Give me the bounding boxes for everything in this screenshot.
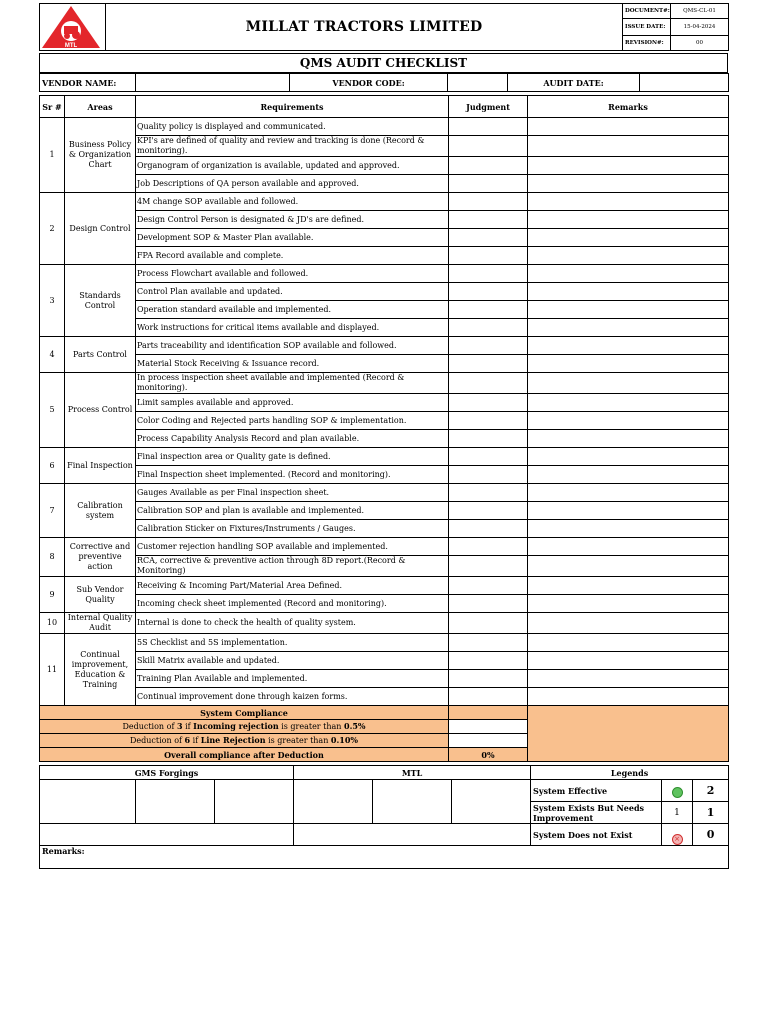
- company-name: MILLAT TRACTORS LIMITED: [106, 4, 623, 51]
- requirement-text: Customer rejection handling SOP available and implemented.: [136, 538, 449, 556]
- checklist-row: [40, 634, 729, 652]
- checklist-row: [40, 466, 729, 484]
- legend-score-needs-improvement: 1: [693, 802, 729, 824]
- mtl-label: MTL: [294, 766, 531, 780]
- section-area: Standards Control: [65, 265, 136, 337]
- judgment-cell[interactable]: [449, 502, 528, 520]
- requirement-text: In process inspection sheet available and implemented (Record & monitoring).: [136, 373, 449, 394]
- checklist-row: [40, 595, 729, 613]
- section-number: 5: [40, 373, 65, 448]
- checklist-row: [40, 613, 729, 634]
- remarks-cell[interactable]: [528, 136, 729, 157]
- remarks-cell[interactable]: [528, 229, 729, 247]
- checklist-row: [40, 412, 729, 430]
- header-table: [39, 3, 729, 51]
- remarks-cell[interactable]: [528, 373, 729, 394]
- section-number: 9: [40, 577, 65, 613]
- requirement-text: Operation standard available and implemented.: [136, 301, 449, 319]
- remarks-cell[interactable]: [528, 670, 729, 688]
- checklist-row: [40, 157, 729, 175]
- remarks-cell[interactable]: [528, 520, 729, 538]
- requirement-text: FPA Record available and complete.: [136, 247, 449, 265]
- legend-count-needs-improvement: 1: [662, 802, 693, 824]
- judgment-cell[interactable]: [449, 118, 528, 136]
- judgment-cell[interactable]: [449, 301, 528, 319]
- legend-label-needs-improvement: System Exists But Needs Improvement: [531, 802, 662, 824]
- section-area: Business Policy & Organization Chart: [65, 118, 136, 193]
- judgment-cell[interactable]: [449, 337, 528, 355]
- remarks-cell[interactable]: [528, 355, 729, 373]
- svg-text:MTL: MTL: [64, 43, 78, 49]
- requirement-text: Receiving & Incoming Part/Material Area Defined.: [136, 577, 449, 595]
- checklist-row: [40, 556, 729, 577]
- requirement-text: Final Inspection sheet implemented. (Record and monitoring).: [136, 466, 449, 484]
- section-area: Corrective and preventive action: [65, 538, 136, 577]
- section-area: Calibration system: [65, 484, 136, 538]
- judgment-cell[interactable]: [449, 613, 528, 634]
- remarks-cell[interactable]: [528, 211, 729, 229]
- checklist-row: [40, 430, 729, 448]
- section-area: Sub Vendor Quality: [65, 577, 136, 613]
- legend-score-not-exist: 0: [693, 824, 729, 846]
- judgment-cell[interactable]: [449, 175, 528, 193]
- remarks-cell[interactable]: [528, 301, 729, 319]
- checklist-row: [40, 652, 729, 670]
- requirement-text: Calibration SOP and plan is available and implemented.: [136, 502, 449, 520]
- revision-value: 00: [671, 35, 729, 50]
- section-area: Internal Quality Audit: [65, 613, 136, 634]
- remarks-cell[interactable]: [528, 337, 729, 355]
- checklist-row: [40, 247, 729, 265]
- requirement-text: Design Control Person is designated & JD's are defined.: [136, 211, 449, 229]
- revision-label: REVISION#:: [623, 35, 671, 50]
- remarks-cell[interactable]: [528, 430, 729, 448]
- document-number-value: QMS-CL-01: [671, 4, 729, 19]
- audit-date-label: AUDIT DATE:: [508, 74, 640, 92]
- remarks-label: Remarks:: [42, 846, 85, 856]
- remarks-cell[interactable]: [528, 652, 729, 670]
- checklist-row: [40, 577, 729, 595]
- judgment-cell[interactable]: [449, 373, 528, 394]
- remarks-cell[interactable]: [528, 502, 729, 520]
- vendor-name-label: VENDOR NAME:: [40, 74, 136, 92]
- judgment-cell[interactable]: [449, 136, 528, 157]
- company-logo: [40, 4, 106, 51]
- section-area: Design Control: [65, 193, 136, 265]
- judgment-cell[interactable]: [449, 556, 528, 577]
- mtl-sign-row-3[interactable]: [294, 824, 531, 846]
- overall-compliance-value: 0%: [449, 748, 528, 762]
- vendor-code-label: VENDOR CODE:: [290, 74, 448, 92]
- checklist-title: QMS AUDIT CHECKLIST: [40, 54, 728, 73]
- compliance-section: [40, 706, 729, 762]
- remarks-cell[interactable]: [528, 175, 729, 193]
- requirement-text: Organogram of organization is available, updated and approved.: [136, 157, 449, 175]
- col-header-judgment: Judgment: [449, 96, 528, 118]
- incoming-rejection-deduction: Deduction of 3 if Incoming rejection is greater than 0.5%: [40, 720, 449, 734]
- remarks-cell[interactable]: [528, 634, 729, 652]
- requirement-text: Limit samples available and approved.: [136, 394, 449, 412]
- judgment-cell[interactable]: [449, 394, 528, 412]
- remarks-cell[interactable]: [528, 394, 729, 412]
- checklist-sheet: [39, 3, 728, 869]
- remarks-cell[interactable]: [528, 484, 729, 502]
- remarks-cell[interactable]: [528, 556, 729, 577]
- checklist-row: [40, 229, 729, 247]
- requirement-text: Final inspection area or Quality gate is defined.: [136, 448, 449, 466]
- requirement-text: Incoming check sheet implemented (Record and monitoring).: [136, 595, 449, 613]
- judgment-cell[interactable]: [449, 484, 528, 502]
- requirement-text: RCA, corrective & preventive action through 8D report.(Record & Monitoring): [136, 556, 449, 577]
- vendor-code-field[interactable]: [448, 74, 508, 92]
- section-number: 4: [40, 337, 65, 373]
- section-area: Continual improvement, Education & Training: [65, 634, 136, 706]
- checklist-row: [40, 484, 729, 502]
- vendor-table: [39, 73, 729, 92]
- section-area: Parts Control: [65, 337, 136, 373]
- legends-label: Legends: [531, 766, 729, 780]
- judgment-cell[interactable]: [449, 193, 528, 211]
- requirement-text: Color Coding and Rejected parts handling SOP & implementation.: [136, 412, 449, 430]
- mtl-logo-icon: [40, 4, 102, 50]
- judgment-cell[interactable]: [449, 265, 528, 283]
- gms-forgings-label: GMS Forgings: [40, 766, 294, 780]
- checklist-row: [40, 283, 729, 301]
- requirement-text: Job Descriptions of QA person available and approved.: [136, 175, 449, 193]
- requirement-text: Process Flowchart available and followed.: [136, 265, 449, 283]
- judgment-cell[interactable]: [449, 466, 528, 484]
- judgment-cell[interactable]: [449, 319, 528, 337]
- audit-checklist-table: [39, 95, 729, 762]
- col-header-areas: Areas: [65, 96, 136, 118]
- gms-sign-row-3[interactable]: [40, 824, 294, 846]
- remarks-cell[interactable]: [528, 247, 729, 265]
- remarks-cell[interactable]: [528, 688, 729, 706]
- judgment-cell[interactable]: [449, 355, 528, 373]
- checklist-row: [40, 337, 729, 355]
- requirement-text: Work instructions for critical items available and displayed.: [136, 319, 449, 337]
- col-header-requirements: Requirements: [136, 96, 449, 118]
- signoff-table: [39, 765, 729, 869]
- col-header-sr: Sr #: [40, 96, 65, 118]
- title-table: [39, 53, 728, 73]
- section-number: 1: [40, 118, 65, 193]
- checklist-row: [40, 502, 729, 520]
- mtl-sign-2[interactable]: [373, 780, 452, 824]
- legend-marker-not-exist: [662, 824, 693, 846]
- line-rejection-deduction: Deduction of 6 if Line Rejection is greater than 0.10%: [40, 734, 449, 748]
- remarks-cell[interactable]: [528, 613, 729, 634]
- section-area: Final Inspection: [65, 448, 136, 484]
- requirement-text: Development SOP & Master Plan available.: [136, 229, 449, 247]
- requirement-text: 4M change SOP available and followed.: [136, 193, 449, 211]
- green-circle-icon: [672, 787, 683, 798]
- issue-date-label: ISSUE DATE:: [623, 19, 671, 35]
- audit-date-field[interactable]: [640, 74, 729, 92]
- judgment-cell[interactable]: [449, 412, 528, 430]
- requirement-text: Parts traceability and identification SOP available and followed.: [136, 337, 449, 355]
- checklist-row: [40, 394, 729, 412]
- remarks-cell[interactable]: [528, 157, 729, 175]
- judgment-cell[interactable]: [449, 595, 528, 613]
- section-number: 2: [40, 193, 65, 265]
- incoming-rejection-field[interactable]: [449, 720, 528, 734]
- checklist-row: [40, 355, 729, 373]
- compliance-remarks-cell: [528, 706, 729, 762]
- requirement-text: Quality policy is displayed and communicated.: [136, 118, 449, 136]
- checklist-row: [40, 136, 729, 157]
- system-compliance-label: System Compliance: [40, 706, 449, 720]
- judgment-cell[interactable]: [449, 652, 528, 670]
- section-area: Process Control: [65, 373, 136, 448]
- requirement-text: Internal is done to check the health of quality system.: [136, 613, 449, 634]
- checklist-row: [40, 301, 729, 319]
- col-header-remarks: Remarks: [528, 96, 729, 118]
- remarks-field[interactable]: [40, 846, 729, 869]
- requirement-text: Material Stock Receiving & Issuance record.: [136, 355, 449, 373]
- judgment-cell[interactable]: [449, 520, 528, 538]
- remarks-cell[interactable]: [528, 448, 729, 466]
- legend-score-effective: 2: [693, 780, 729, 802]
- section-number: 6: [40, 448, 65, 484]
- gms-sign-3[interactable]: [215, 780, 294, 824]
- section-number: 8: [40, 538, 65, 577]
- checklist-row: [40, 175, 729, 193]
- gms-sign-1[interactable]: [40, 780, 136, 824]
- judgment-cell[interactable]: [449, 247, 528, 265]
- issue-date-value: 15-04-2024: [671, 19, 729, 35]
- remarks-cell[interactable]: [528, 193, 729, 211]
- checklist-row: [40, 670, 729, 688]
- requirement-text: Gauges Available as per Final inspection sheet.: [136, 484, 449, 502]
- judgment-cell[interactable]: [449, 634, 528, 652]
- remarks-cell[interactable]: [528, 466, 729, 484]
- line-rejection-field[interactable]: [449, 734, 528, 748]
- requirement-text: KPI's are defined of quality and review and tracking is done (Record & monitoring).: [136, 136, 449, 157]
- gms-sign-2[interactable]: [136, 780, 215, 824]
- remarks-cell[interactable]: [528, 577, 729, 595]
- requirement-text: 5S Checklist and 5S implementation.: [136, 634, 449, 652]
- requirement-text: Continual improvement done through kaizen forms.: [136, 688, 449, 706]
- remarks-cell[interactable]: [528, 595, 729, 613]
- checklist-row: [40, 319, 729, 337]
- requirement-text: Skill Matrix available and updated.: [136, 652, 449, 670]
- legend-label-not-exist: System Does not Exist: [531, 824, 662, 846]
- legend-marker-effective: [662, 780, 693, 802]
- red-x-circle-icon: ×: [672, 834, 683, 845]
- judgment-cell[interactable]: [449, 538, 528, 556]
- remarks-cell[interactable]: [528, 319, 729, 337]
- system-compliance-value: [449, 706, 528, 720]
- checklist-row: [40, 265, 729, 283]
- checklist-row: [40, 538, 729, 556]
- checklist-row: [40, 688, 729, 706]
- judgment-cell[interactable]: [449, 577, 528, 595]
- judgment-cell[interactable]: [449, 430, 528, 448]
- remarks-cell[interactable]: [528, 412, 729, 430]
- checklist-row: [40, 448, 729, 466]
- mtl-sign-3[interactable]: [452, 780, 531, 824]
- judgment-cell[interactable]: [449, 670, 528, 688]
- remarks-cell[interactable]: [528, 265, 729, 283]
- requirement-text: Calibration Sticker on Fixtures/Instruments / Gauges.: [136, 520, 449, 538]
- judgment-cell[interactable]: [449, 688, 528, 706]
- section-number: 10: [40, 613, 65, 634]
- remarks-cell[interactable]: [528, 538, 729, 556]
- judgment-cell[interactable]: [449, 229, 528, 247]
- legend-label-effective: System Effective: [531, 780, 662, 802]
- section-number: 11: [40, 634, 65, 706]
- remarks-cell[interactable]: [528, 283, 729, 301]
- requirement-text: Process Capability Analysis Record and plan available.: [136, 430, 449, 448]
- judgment-cell[interactable]: [449, 157, 528, 175]
- overall-compliance-label: Overall compliance after Deduction: [40, 748, 449, 762]
- judgment-cell[interactable]: [449, 211, 528, 229]
- checklist-row: [40, 520, 729, 538]
- judgment-cell[interactable]: [449, 283, 528, 301]
- vendor-name-field[interactable]: [136, 74, 290, 92]
- section-number: 3: [40, 265, 65, 337]
- requirement-text: Control Plan available and updated.: [136, 283, 449, 301]
- judgment-cell[interactable]: [449, 448, 528, 466]
- checklist-row: [40, 118, 729, 136]
- requirement-text: Training Plan Available and implemented.: [136, 670, 449, 688]
- mtl-sign-1[interactable]: [294, 780, 373, 824]
- checklist-row: [40, 193, 729, 211]
- checklist-row: [40, 211, 729, 229]
- remarks-cell[interactable]: [528, 118, 729, 136]
- checklist-row: [40, 373, 729, 394]
- section-number: 7: [40, 484, 65, 538]
- checklist-body: [40, 118, 729, 706]
- document-number-label: DOCUMENT#:: [623, 4, 671, 19]
